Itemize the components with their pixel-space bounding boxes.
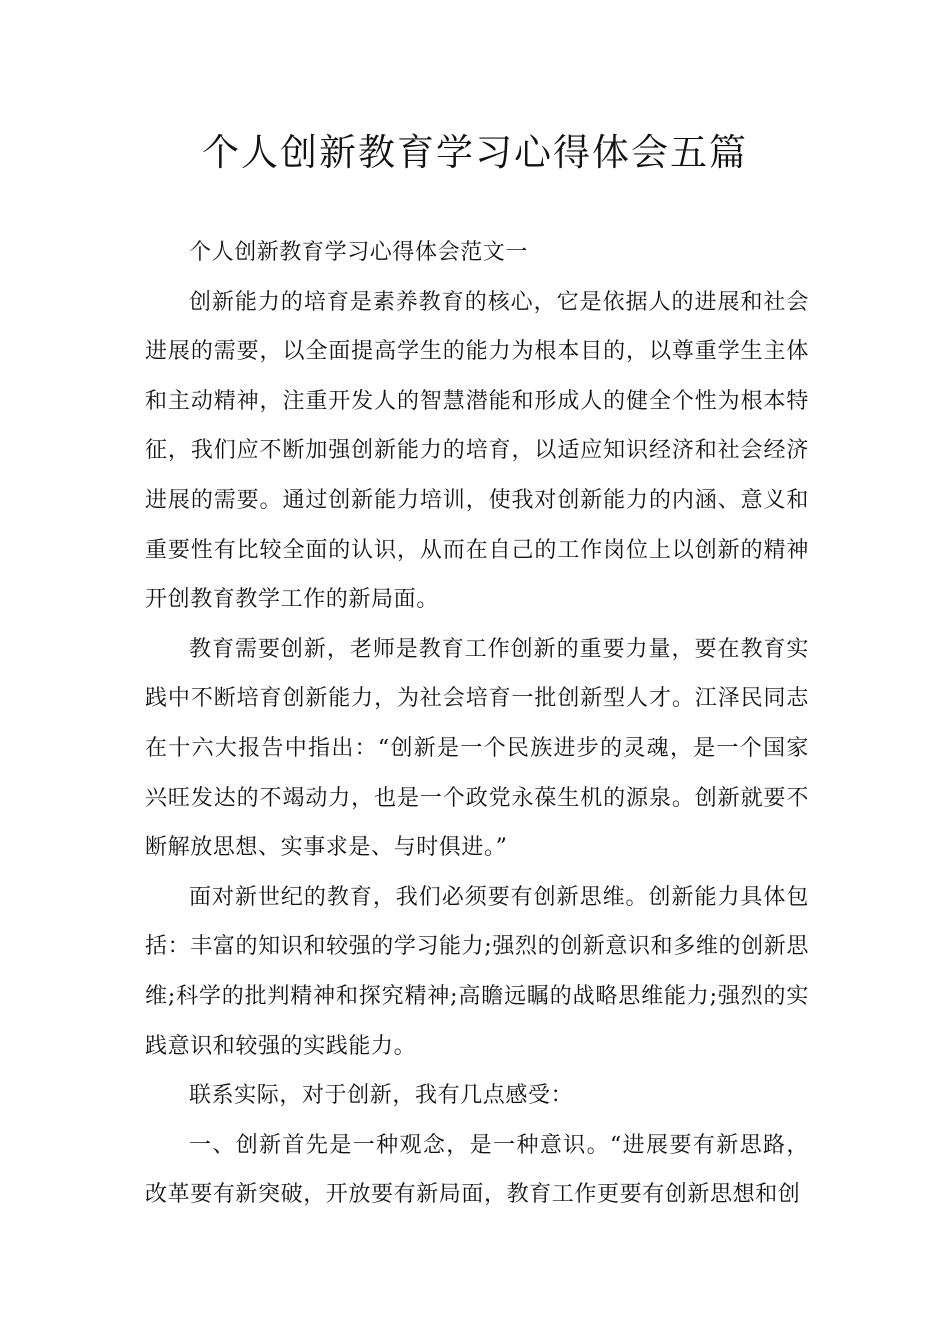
paragraph: 创新能力的培育是素养教育的核心，它是依据人的进展和社会进展的需要，以全面提高学生的能力为根本目的，以尊重学生主体和主动精神，注重开发人的智慧潜能和形成人的健全个性为根本特征，我们应不断加强创新能力的培育，以适应知识经济和社会经济进展的需要。通过创新能力培训，使我对创新能力的内涵、意义和重要性有比较全面的认识，从而在自己的工作岗位上以创新的精神开创教育教学工作的新局面。 (145, 289, 809, 613)
document-title: 个人创新教育学习心得体会五篇 (202, 131, 748, 174)
document-body (145, 228, 809, 1220)
paragraph: 联系实际，对于创新，我有几点感受： (189, 1083, 574, 1109)
paragraph: 教育需要创新，老师是教育工作创新的重要力量，要在教育实践中不断培育创新能力，为社会培育一批创新型人才。江泽民同志在十六大报告中指出：“创新是一个民族进步的灵魂，是一个国家兴旺发达的不竭动力，也是一个政党永葆生机的源泉。创新就要不断解放思想、实事求是、与时俱进。” (145, 636, 809, 861)
paragraph: 面对新世纪的教育，我们必须要有创新思维。创新能力具体包括：丰富的知识和较强的学习能力;强烈的创新意识和多维的创新思维;科学的批判精神和探究精神;高瞻远瞩的战略思维能力;强烈的实践意识和较强的实践能力。 (145, 884, 809, 1059)
paragraph: 一、创新首先是一种观念，是一种意识。“进展要有新思路，改革要有新突破，开放要有新局面，教育工作更要有创新思想和创 (145, 1132, 809, 1208)
section-heading: 个人创新教育学习心得体会范文一 (189, 240, 529, 265)
